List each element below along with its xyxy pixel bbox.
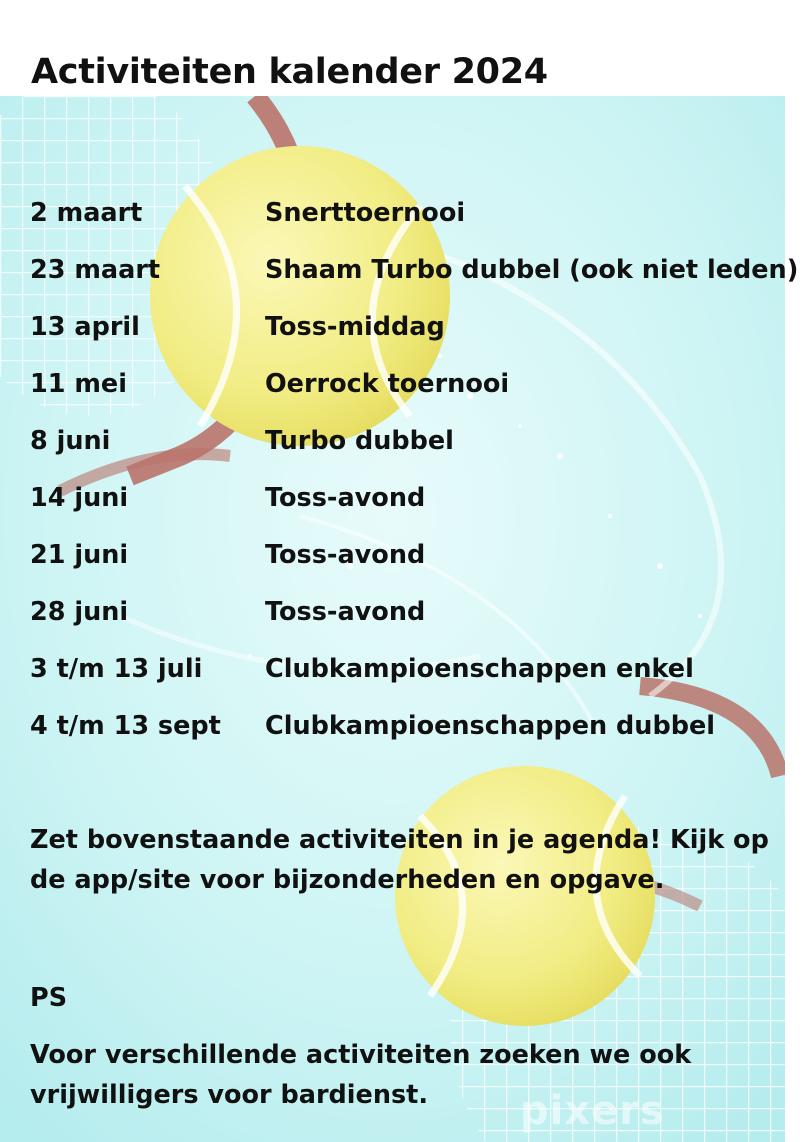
activity-date: 23 maart (30, 255, 161, 285)
activity-date: 13 april (30, 312, 140, 342)
schedule-row (30, 420, 800, 477)
activity-date: 4 t/m 13 sept (30, 711, 221, 741)
activity-date: 21 juni (30, 540, 129, 570)
schedule-row (30, 363, 800, 420)
schedule-row (30, 705, 800, 762)
activity-date: 14 juni (30, 483, 129, 513)
activity-date: 3 t/m 13 juli (30, 654, 203, 684)
activity-name: Toss-avond (265, 540, 426, 570)
schedule-row (30, 648, 800, 705)
activity-name: Clubkampioenschappen dubbel (265, 711, 715, 741)
activity-date: 28 juni (30, 597, 129, 627)
activity-name: Toss-avond (265, 483, 426, 513)
activity-name: Clubkampioenschappen enkel (265, 654, 694, 684)
volunteer-notice: Voor verschillende activiteiten zoeken we ook vrijwilligers voor bardienst. (30, 1040, 692, 1110)
activity-schedule (30, 192, 800, 762)
activity-date: 2 maart (30, 198, 143, 228)
activity-name: Toss-middag (265, 312, 445, 342)
schedule-row (30, 534, 800, 591)
activity-name: Toss-avond (265, 597, 426, 627)
activity-name: Shaam Turbo dubbel (ook niet leden) (265, 255, 799, 285)
schedule-row (30, 192, 800, 249)
activity-name: Snerttoernooi (265, 198, 466, 228)
schedule-row (30, 591, 800, 648)
activity-date: 8 juni (30, 426, 111, 456)
activity-date: 11 mei (30, 369, 127, 399)
schedule-row (30, 249, 800, 306)
activity-name: Turbo dubbel (265, 426, 454, 456)
activity-name: Oerrock toernooi (265, 369, 510, 399)
page-title: Activiteiten kalender 2024 (31, 52, 548, 92)
schedule-row (30, 306, 800, 363)
pixers-watermark: pixers (520, 1088, 665, 1134)
schedule-row (30, 477, 800, 534)
ps-label: PS (30, 983, 68, 1013)
agenda-notice: Zet bovenstaande activiteiten in je agenda! Kijk op de app/site voor bijzonderheden en opgave. (30, 825, 769, 895)
